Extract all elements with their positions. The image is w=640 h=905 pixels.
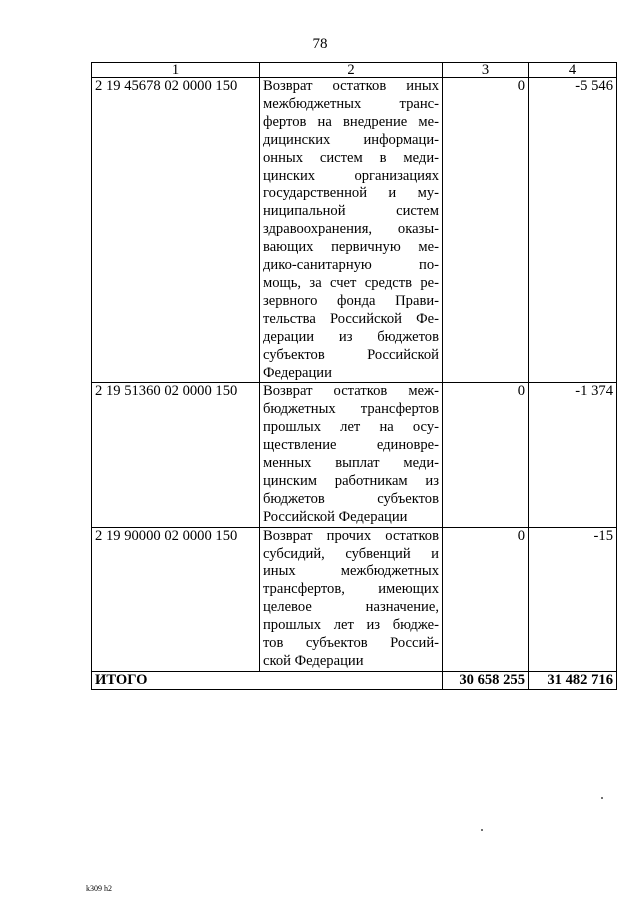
budget-code: 2 19 51360 02 0000 150 [92, 383, 260, 527]
description-line: трансфертов, имеющих [263, 581, 439, 598]
description-line: государственной и му- [263, 185, 439, 202]
description-line: ниципальной систем [263, 203, 439, 220]
column-3-value: 0 [443, 78, 529, 383]
description-line: фертов на внедрение ме- [263, 113, 439, 130]
description-line: мощь, за счет средств ре- [263, 274, 439, 291]
description-line: бюджетов субъектов [263, 490, 439, 507]
description-line: цинским работникам из [263, 472, 439, 489]
description-line: Возврат остатков меж- [263, 383, 439, 400]
description-line: тельства Российской Фе- [263, 310, 439, 327]
description-line: дицинских информаци- [263, 131, 439, 148]
description-line: Российской Федерации [263, 508, 408, 525]
description-line: субъектов Российской [263, 346, 439, 363]
page-number: 78 [312, 36, 328, 52]
total-col3: 30 658 255 [443, 671, 529, 689]
description-line: ществление единовре- [263, 437, 439, 454]
description-line: Возврат прочих остатков [263, 527, 439, 544]
description-line: дерации из бюджетов [263, 328, 439, 345]
budget-code: 2 19 90000 02 0000 150 [92, 527, 260, 671]
scan-speck [601, 797, 603, 799]
description-line: Федерации [263, 364, 332, 381]
footer-code: k309 h2 [86, 884, 112, 893]
description-line: цинских организациях [263, 167, 439, 184]
total-label: ИТОГО [92, 671, 443, 689]
description-line: онных систем в меди- [263, 149, 439, 166]
description-line: вающих первичную ме- [263, 239, 439, 256]
total-row [92, 671, 617, 689]
description [260, 383, 443, 527]
column-4-value: -15 [529, 527, 617, 671]
description-line: межбюджетных транс- [263, 95, 439, 112]
description [260, 527, 443, 671]
description-line: дико-санитарную по- [263, 257, 439, 274]
column-3-value: 0 [443, 527, 529, 671]
description [260, 78, 443, 383]
description-line: субсидий, субвенций и [263, 545, 439, 562]
description-line: тов субъектов Россий- [263, 635, 439, 652]
description-line: прошлых лет из бюдже- [263, 617, 439, 634]
scan-speck [481, 829, 483, 831]
budget-table [91, 62, 617, 690]
total-col4: 31 482 716 [529, 671, 617, 689]
table-row [92, 527, 617, 671]
description-line: целевое назначение, [263, 599, 439, 616]
description-line: бюджетных трансфертов [263, 401, 439, 418]
column-number-row [92, 63, 617, 78]
column-header-3: 3 [443, 63, 529, 78]
description-line: прошлых лет на осу- [263, 419, 439, 436]
column-3-value: 0 [443, 383, 529, 527]
column-header-2: 2 [260, 63, 443, 78]
description-line: здравоохранения, оказы- [263, 221, 439, 238]
column-header-4: 4 [529, 63, 617, 78]
description-line: иных межбюджетных [263, 563, 439, 580]
table-row [92, 383, 617, 527]
table-row [92, 78, 617, 383]
description-line: Возврат остатков иных [263, 78, 439, 94]
budget-code: 2 19 45678 02 0000 150 [92, 78, 260, 383]
description-line: зервного фонда Прави- [263, 292, 439, 309]
table-body [92, 78, 617, 672]
column-4-value: -5 546 [529, 78, 617, 383]
description-line: ской Федерации [263, 653, 364, 669]
column-4-value: -1 374 [529, 383, 617, 527]
description-line: менных выплат меди- [263, 455, 439, 472]
column-header-1: 1 [92, 63, 260, 78]
